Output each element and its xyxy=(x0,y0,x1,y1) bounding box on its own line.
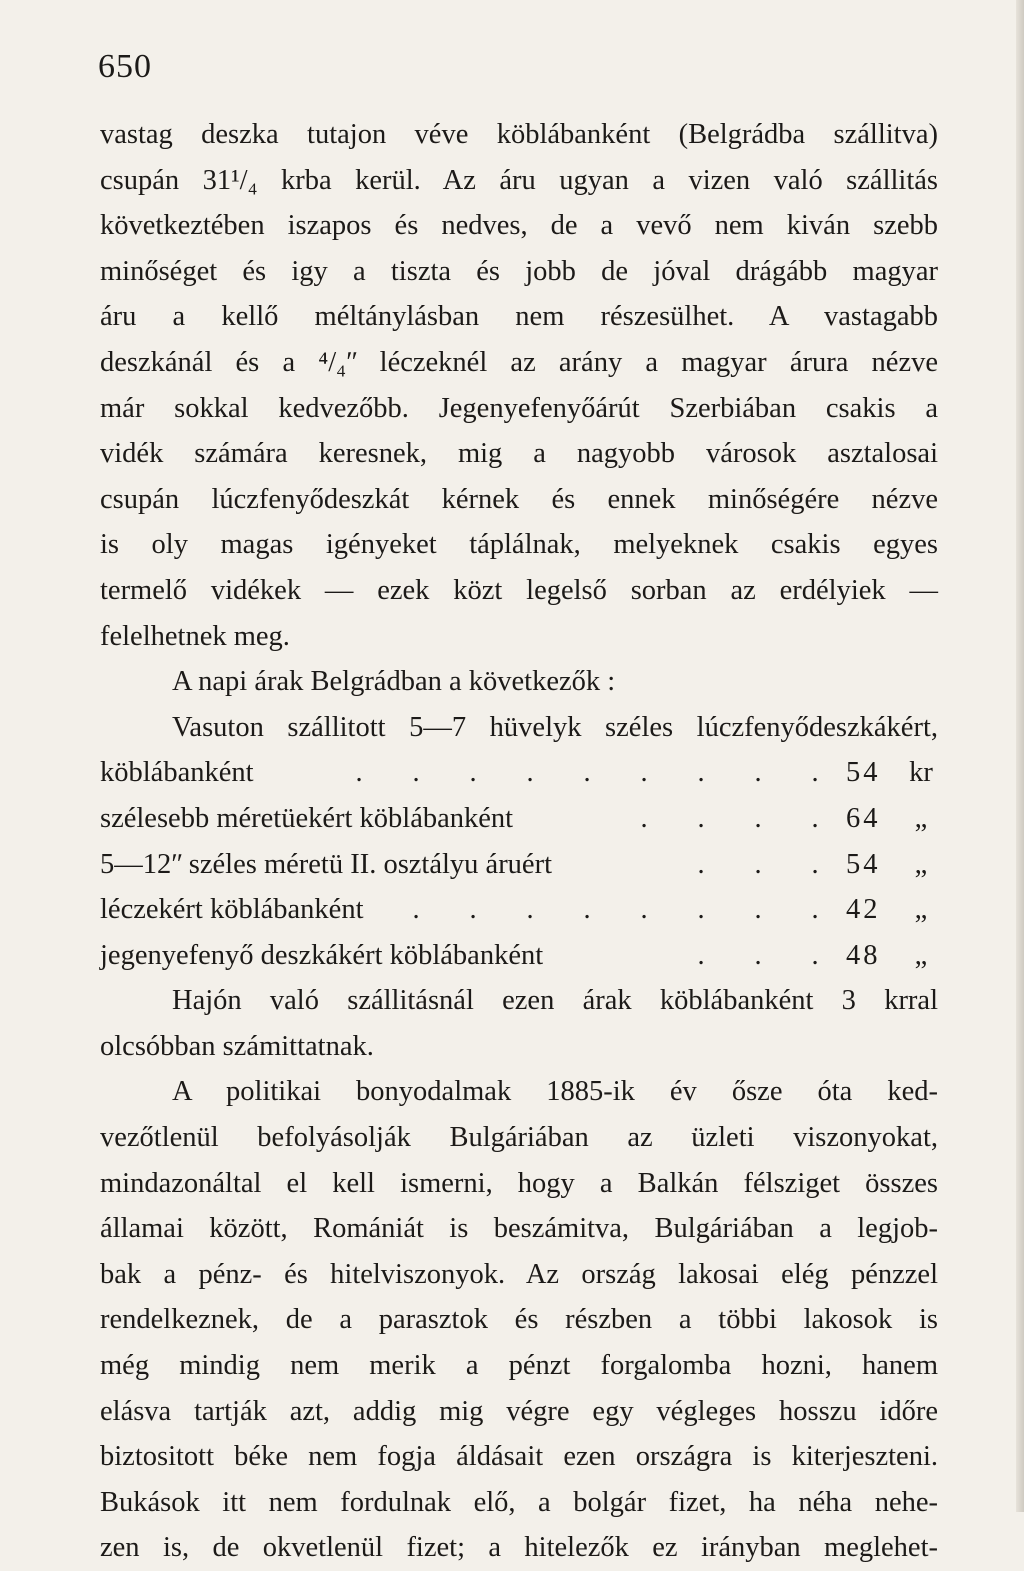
text-line: Bukások itt nem fordulnak elő, a bolgár fizet, ha néha nehe- xyxy=(100,1486,938,1518)
leader-dots: . . . xyxy=(697,848,840,880)
text-line: csupán 31¹/₄ krba kerül. Az áru ugyan a vizen való szállitás xyxy=(100,164,938,196)
price-amount: 48 xyxy=(846,939,881,971)
text-line: biztositott béke nem fogja áldásait ezen országra is kiterjeszteni. xyxy=(100,1441,938,1473)
price-row xyxy=(100,796,938,842)
leader-dots: . . . . xyxy=(640,802,840,834)
text-line: olcsóbban számittatnak. xyxy=(100,1030,374,1062)
text-line: vastag deszka tutajon véve köblábanként (Belgrádba szállitva) xyxy=(100,119,938,150)
text-line: vezőtlenül befolyásolják Bulgáriában az üzleti viszonyokat, xyxy=(100,1122,938,1154)
price-unit: „ xyxy=(914,848,928,880)
text-line: zen is, de okvetlenül fizet; a hitelezők ez irányban meglehet- xyxy=(100,1532,938,1564)
text-line: mindazonáltal el kell ismerni, hogy a Balkán félsziget összes xyxy=(100,1167,938,1199)
price-amount: 64 xyxy=(846,802,881,834)
text-line: A politikai bonyodalmak 1885-ik év ősze óta ked- xyxy=(172,1076,938,1108)
text-line: Hajón való szállitásnál ezen árak köblábanként 3 krral xyxy=(172,985,938,1017)
leader-dots: . . . xyxy=(697,939,840,971)
price-section xyxy=(100,659,938,978)
price-amount: 54 xyxy=(846,848,881,880)
text-line: rendelkeznek, de a parasztok és részben a többi lakosok is xyxy=(100,1304,938,1336)
page-edge-shadow xyxy=(1016,0,1024,1512)
price-label: köblábanként xyxy=(100,757,254,789)
leader-dots: . . . . . . . . xyxy=(412,894,840,926)
price-unit: „ xyxy=(914,802,928,834)
paragraph-bulgaria xyxy=(100,1069,938,1571)
price-row xyxy=(100,887,938,933)
price-unit: „ xyxy=(914,939,928,971)
price-unit: „ xyxy=(914,894,928,926)
price-label: léczekért köblábanként xyxy=(100,894,364,926)
paragraph-ship-transport xyxy=(100,978,938,1069)
price-amount: 54 xyxy=(846,757,881,789)
text-line: csupán lúczfenyődeszkát kérnek és ennek minőségére nézve xyxy=(100,483,938,515)
text-line: áru a kellő méltánylásban nem részesülhet. A vastagabb xyxy=(100,301,938,333)
price-row xyxy=(100,842,938,888)
text-line: termelő vidékek — ezek közt legelső sorban az erdélyiek — xyxy=(100,574,938,606)
leader-dots: . . . . . . . . . xyxy=(355,757,840,789)
text-line: vidék számára keresnek, mig a nagyobb városok asztalosai xyxy=(100,438,938,470)
price-row xyxy=(100,750,938,796)
price-amount: 42 xyxy=(846,894,881,926)
text-line: is oly magas igényeket táplálnak, melyeknek csakis egyes xyxy=(100,529,938,561)
text-line: bak a pénz- és hitelviszonyok. Az ország lakosai elég pénzzel xyxy=(100,1258,938,1290)
page-number: 650 xyxy=(98,48,152,85)
price-label: jegenyefenyő deszkákért köblábanként xyxy=(100,939,544,971)
text-line: már sokkal kedvezőbb. Jegenyefenyőárút Szerbiában csakis a xyxy=(100,392,938,424)
text-line: deszkánál és a ⁴/₄ʺ léczeknél az arány a magyar árura nézve xyxy=(100,346,938,378)
text-line: még mindig nem merik a pénzt forgalomba hozni, hanem xyxy=(100,1350,938,1382)
text-line: államai között, Romániát is beszámitva, Bulgáriában a legjob- xyxy=(100,1213,938,1245)
prices-lead-line: Vasuton szállitott 5—7 hüvelyk széles lúczfenyődeszkákért, xyxy=(172,711,938,743)
text-line: minőséget és igy a tiszta és jobb de jóval drágább magyar xyxy=(100,255,938,287)
paragraph-timber-quality xyxy=(100,112,938,659)
text-line: felelhetnek meg. xyxy=(100,620,290,652)
text-line: elásva tartják azt, addig mig végre egy végleges hosszu időre xyxy=(100,1395,938,1427)
price-unit: kr xyxy=(909,757,933,789)
text-line: következtében iszapos és nedves, de a vevő nem kiván szebb xyxy=(100,210,938,242)
price-label: szélesebb méretüekért köblábanként xyxy=(100,802,514,834)
price-label: 5—12ʺ széles méretü II. osztályu áruért xyxy=(100,848,552,880)
prices-intro: A napi árak Belgrádban a következők : xyxy=(172,666,616,698)
page-body xyxy=(100,112,938,1571)
price-row xyxy=(100,933,938,979)
